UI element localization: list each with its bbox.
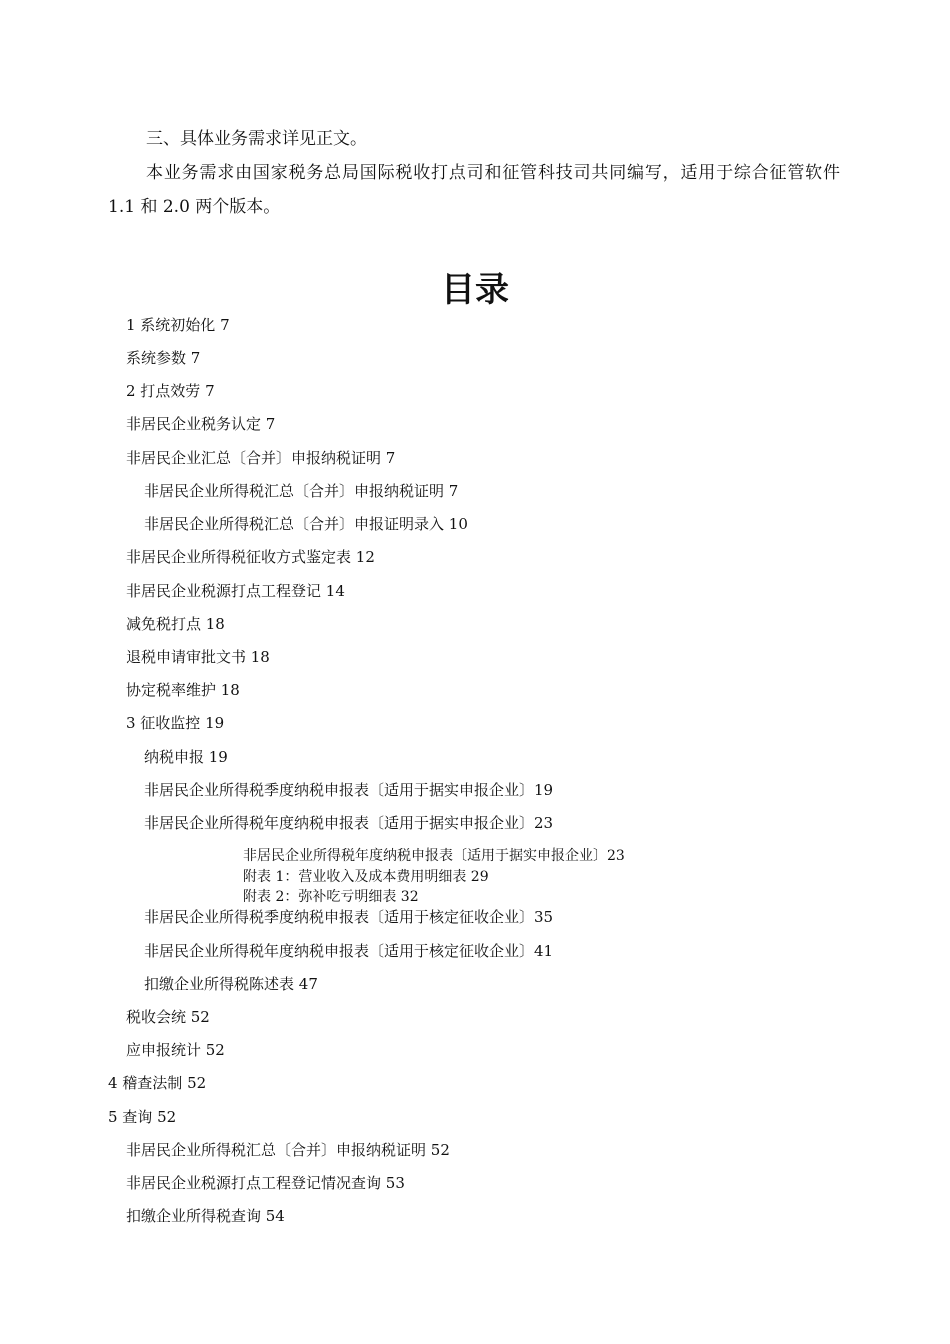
toc-item[interactable]: 非居民企业所得税季度纳税申报表〔适用于据实申报企业〕19 <box>144 781 554 799</box>
toc-item[interactable]: 非居民企业所得税季度纳税申报表〔适用于核定征收企业〕35 <box>144 908 554 926</box>
toc-item[interactable]: 扣缴企业所得税查询 54 <box>126 1207 285 1225</box>
toc-item[interactable]: 非居民企业所得税年度纳税申报表〔适用于据实申报企业〕23 <box>144 814 554 832</box>
toc-item[interactable]: 非居民企业所得税汇总〔合并〕申报纳税证明 52 <box>126 1141 450 1159</box>
toc-item[interactable]: 减免税打点 18 <box>126 615 225 633</box>
toc-item[interactable]: 系统参数 7 <box>126 349 201 367</box>
toc-item[interactable]: 纳税申报 19 <box>144 748 228 766</box>
intro-paragraph-1: 三、具体业务需求详见正文。 <box>146 129 367 149</box>
toc-item[interactable]: 非居民企业所得税年度纳税申报表〔适用于据实申报企业〕23 <box>243 848 625 864</box>
toc-item[interactable]: 非居民企业税源打点工程登记 14 <box>126 582 345 600</box>
toc-item[interactable]: 附表 2：弥补吃亏明细表 32 <box>243 889 419 905</box>
toc-item[interactable]: 非居民企业汇总〔合并〕申报纳税证明 7 <box>126 449 396 467</box>
toc-item[interactable]: 附表 1：营业收入及成本费用明细表 29 <box>243 869 489 885</box>
toc-item[interactable]: 2 打点效劳 7 <box>126 382 215 400</box>
toc-item[interactable]: 3 征收监控 19 <box>126 714 225 732</box>
toc-item[interactable]: 退税申请审批文书 18 <box>126 648 270 666</box>
toc-title: 目录 <box>441 270 509 310</box>
toc-item[interactable]: 扣缴企业所得税陈述表 47 <box>144 975 318 993</box>
toc-item[interactable]: 非居民企业所得税汇总〔合并〕申报证明录入 10 <box>144 515 468 533</box>
toc-item[interactable]: 非居民企业税源打点工程登记情况查询 53 <box>126 1174 405 1192</box>
toc-item[interactable]: 应申报统计 52 <box>126 1041 225 1059</box>
toc-item[interactable]: 4 稽查法制 52 <box>108 1074 207 1092</box>
toc-item[interactable]: 税收会统 52 <box>126 1008 210 1026</box>
toc-item[interactable]: 非居民企业所得税汇总〔合并〕申报纳税证明 7 <box>144 482 459 500</box>
toc-item[interactable]: 5 查询 52 <box>108 1108 177 1126</box>
toc-item[interactable]: 协定税率维护 18 <box>126 681 240 699</box>
toc-item[interactable]: 非居民企业所得税征收方式鉴定表 12 <box>126 548 375 566</box>
toc-item[interactable]: 非居民企业税务认定 7 <box>126 415 276 433</box>
toc-item[interactable]: 非居民企业所得税年度纳税申报表〔适用于核定征收企业〕41 <box>144 942 554 960</box>
toc-item[interactable]: 1 系统初始化 7 <box>126 316 230 334</box>
intro-paragraph-2: 本业务需求由国家税务总局国际税收打点司和征管科技司共同编写，适用于综合征管软件 1.1 和 2.0 两个版本。 <box>108 163 840 217</box>
